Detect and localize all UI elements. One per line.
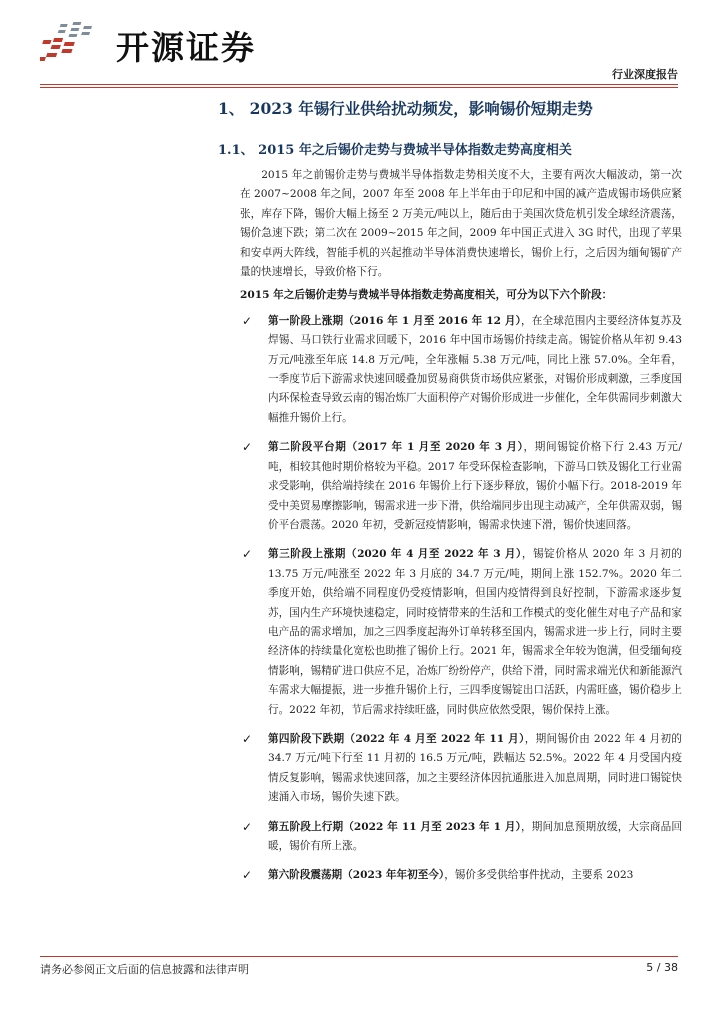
header-divider [40,84,678,85]
stage-text [268,438,682,535]
stage-body: ，期间锡锭价格下行 2.43 万元/吨，相较其他时期价格较为平稳。2017 年受环保检查影响，下游马口铁及锡化工行业需求受影响，供给端持续在 2016 年锡价上行下逐步释放，锡价小幅下行。2018-2019 年受中美贸易摩擦影响，锡需求进一步下滑，供给端同步出现主动减产，全年供需双弱，锡价平台震荡。2020 年初，受新冠疫情影响，锡需求快速下滑，锡价快速回落。 [268,441,682,531]
section-heading: 1、 2023 年锡行业供给扰动频发，影响锡价短期走势 [218,99,593,118]
stage-text [268,545,682,720]
check-icon: ✓ [242,440,253,455]
stage-body: ，锡锭价格从 2020 年 3 月初的 13.75 万元/吨涨至 2022 年 3 月底的 34.7 万元/吨，期间上涨 152.7%。2020 年二季度开始，供给端不同程度仍受疫情影响，但国内疫情得到良好控制，下游需求逐步复苏，国内生产环境快速稳定，同时疫情带来的生活和工作模式的变化催生对电子产品和家电产品的需求增加，加之三四季度起海外订单转移至国内，锡需求进一步上行，同时主要经济体的持续量化宽松也助推了锡价上行。2021 年，锡需求全年较为饱满，但受缅甸疫情影响，锡精矿进口供应不足，冶炼厂纷纷停产，供给下滑，同时需求端光伏和新能源汽车需求大幅提振，进一步推升锡价上行，三四季度锡锭出口活跃，内需旺盛，锡价稳步上行。2022 年初，节后需求持续旺盛，同时供应依然受限，锡价保持上涨。 [268,548,682,716]
stage-text [268,818,682,857]
report-type-label: 行业深度报告 [612,68,678,81]
stage-item [240,866,682,885]
logo-mark-icon [40,20,110,64]
stage-body: ，在全球范围内主要经济体复苏及焊锡、马口铁行业需求回暖下，2016 年中国市场锡价持续走高。锡锭价格从年初 9.43 万元/吨涨至年底 14.8 万元/吨，全年涨幅 5.38 万元/吨，同比上涨 57.0%。全年看，一季度节后下游需求快速回暖叠加贸易商供货市场供应紧张，对锡价形成刺激，三季度国内环保检查导致云南的锡冶炼厂大面积停产对锡价形成进一步催化，全年供需同步刺激大幅推升锡价上行。 [268,314,682,424]
stage-item [240,545,682,720]
header-divider-thin [40,87,678,88]
check-icon: ✓ [242,731,253,746]
stage-item [240,818,682,857]
check-icon: ✓ [242,547,253,562]
stage-title: 第四阶段下跌期（2022 年 4 月至 2022 年 11 月） [268,732,525,745]
stage-text [268,730,682,808]
stage-title: 第三阶段上涨期（2020 年 4 月至 2022 年 3 月） [268,548,522,561]
stage-item [240,312,682,428]
stage-item [240,730,682,808]
page-number: 5 / 38 [646,961,678,974]
stage-item [240,438,682,535]
stage-title: 第一阶段上涨期（2016 年 1 月至 2016 年 12 月） [268,314,522,327]
stage-body: ，期间锡价由 2022 年 4 月初的 34.7 万元/吨下行至 11 月初的 16.5 万元/吨，跌幅达 52.5%。2022 年 4 月受国内疫情反复影响，锡需求快速回落，加之主要经济体因抗通胀进入加息周期，同时进口锡锭快速涌入市场，锡价失速下跌。 [268,732,682,804]
stage-text [268,866,682,885]
intro-paragraph: 2015 年之前锡价走势与费城半导体指数走势相关度不大，主要有两次大幅波动，第一次在 2007~2008 年之间，2007 年至 2008 年上半年由于印尼和中国的减产造成锡市场供应紧张，库存下降，锡价大幅上扬至 2 万美元/吨以上，随后由于美国次贷危机引发全球经济震荡，锡价急速下跌；第二次在 2009~2015 年之间，2009 年中国正式进入 3G 时代，出现了苹果和安卓两大阵线，智能手机的兴起推动半导体消费快速增长，锡价上行，之后因为缅甸锡矿产量的快速增长，导致价格下行。 [240,169,682,279]
brand-name: 开源证券 [116,28,256,67]
check-icon: ✓ [242,868,253,883]
brand-logo [40,18,280,66]
subsection-heading: 1.1、 2015 年之后锡价走势与费城半导体指数走势高度相关 [218,143,572,158]
page-header [0,0,724,90]
stage-text [268,312,682,428]
check-icon: ✓ [242,819,253,834]
stage-title: 第五阶段上行期（2022 年 11 月至 2023 年 1 月） [268,820,522,833]
footer-divider [40,956,678,957]
stage-body: ，期间加息预期放缓，大宗商品回暖，锡价有所上涨。 [268,820,682,852]
check-icon: ✓ [242,313,253,328]
stage-body: ，锡价多受供给事件扰动，主要系 2023 [444,869,634,882]
disclaimer-note: 请务必参阅正文后面的信息披露和法律声明 [40,963,249,976]
lead-paragraph: 2015 年之后锡价走势与费城半导体指数走势高度相关，可分为以下六个阶段： [240,289,613,302]
stage-title: 第六阶段震荡期（2023 年年初至今） [268,869,445,882]
main-content [240,166,682,896]
stage-title: 第二阶段平台期（2017 年 1 月至 2020 年 3 月） [268,441,524,454]
